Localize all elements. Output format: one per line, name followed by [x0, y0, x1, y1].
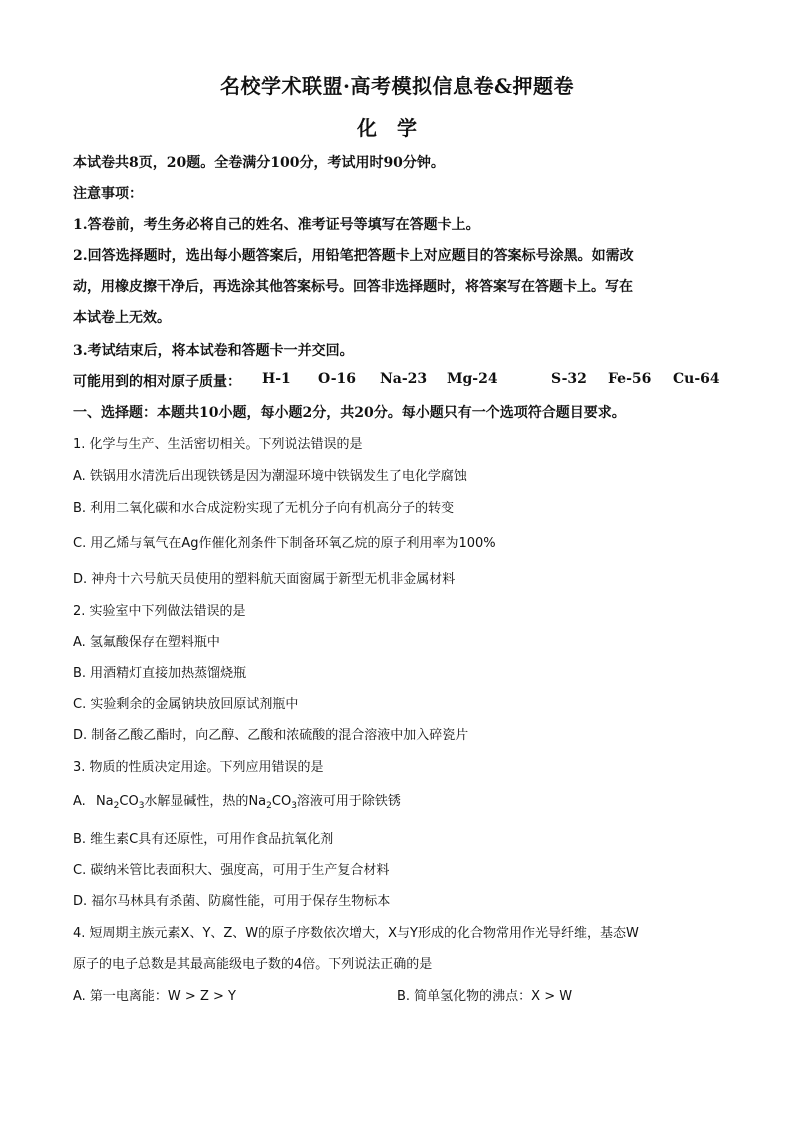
note-2-line-3: 本试卷上无效。 — [73, 310, 171, 326]
question-3-option-d: D. 福尔马林具有杀菌、防腐性能，可用于保存生物标本 — [73, 894, 391, 909]
note-3: 3.考试结束后，将本试卷和答题卡一并交回。 — [73, 343, 354, 359]
atomic-mass-item: S-32 — [551, 371, 587, 387]
chemical-formula — [248, 794, 296, 809]
question-2-stem: 2. 实验室中下列做法错误的是 — [73, 604, 246, 619]
question-1-stem: 1. 化学与生产、生活密切相关。下列说法错误的是 — [73, 437, 363, 452]
question-3-option-a — [73, 790, 401, 811]
question-4-stem-line-2: 原子的电子总数是其最高能级电子数的4倍。下列说法正确的是 — [73, 957, 433, 972]
question-2-option-d: D. 制备乙酸乙酯时，向乙醇、乙酸和浓硫酸的混合溶液中加入碎瓷片 — [73, 728, 469, 743]
question-1-option-c: C. 用乙烯与氧气在Ag作催化剂条件下制备环氧乙烷的原子利用率为100% — [73, 536, 496, 551]
question-1-option-a: A. 铁锅用水清洗后出现铁锈是因为潮湿环境中铁锅发生了电化学腐蚀 — [73, 469, 467, 484]
option-text: 水解显碱性，热的 — [144, 794, 249, 809]
formula-part: Na — [248, 794, 267, 809]
note-1: 1.答卷前，考生务必将自己的姓名、准考证号等填写在答题卡上。 — [73, 217, 480, 233]
section-heading: 一、选择题：本题共10小题，每小题2分，共20分。每小题只有一个选项符合题目要求。 — [73, 405, 626, 421]
option-text: 溶液可用于除铁锈 — [296, 794, 401, 809]
chemical-formula — [96, 794, 144, 809]
atomic-mass-label: 可能用到的相对原子质量： — [73, 374, 241, 390]
question-2-option-b: B. 用酒精灯直接加热蒸馏烧瓶 — [73, 666, 247, 681]
atomic-mass-item: Mg-24 — [447, 371, 498, 387]
formula-subscript: 2 — [266, 801, 272, 811]
note-2-line-1: 2.回答选择题时，选出每小题答案后，用铅笔把答题卡上对应题目的答案标号涂黑。如需改 — [73, 248, 634, 264]
question-1-option-d: D. 神舟十六号航天员使用的塑料航天面窗属于新型无机非金属材料 — [73, 572, 456, 587]
atomic-mass-item: H-1 — [262, 371, 291, 387]
atomic-mass-item: O-16 — [318, 371, 357, 387]
subject-title: 化学 — [357, 116, 437, 140]
formula-subscript: 3 — [291, 801, 297, 811]
formula-subscript: 2 — [113, 801, 120, 811]
question-4-option-a: A. 第一电离能：W > Z > Y — [73, 989, 236, 1004]
question-3-stem: 3. 物质的性质决定用途。下列应用错误的是 — [73, 760, 324, 775]
atomic-mass-item: Cu-64 — [673, 371, 720, 387]
formula-part: CO — [271, 794, 292, 809]
formula-part: Na — [95, 794, 114, 809]
formula-part: CO — [119, 794, 139, 809]
atomic-mass-item: Fe-56 — [608, 371, 652, 387]
option-letter: A. — [73, 794, 86, 809]
page-title: 名校学术联盟·高考模拟信息卷&押题卷 — [219, 74, 575, 98]
note-2-line-2: 动，用橡皮擦干净后，再选涂其他答案标号。回答非选择题时，将答案写在答题卡上。写在 — [73, 279, 633, 295]
atomic-mass-item: Na-23 — [380, 371, 428, 387]
question-2-option-c: C. 实验剩余的金属钠块放回原试剂瓶中 — [73, 697, 299, 712]
notes-title: 注意事项： — [73, 186, 143, 202]
question-2-option-a: A. 氢氟酸保存在塑料瓶中 — [73, 635, 220, 650]
question-1-option-b: B. 利用二氧化碳和水合成淀粉实现了无机分子向有机高分子的转变 — [73, 501, 455, 516]
question-4-option-b: B. 简单氢化物的沸点：X > W — [397, 989, 573, 1004]
question-3-option-c: C. 碳纳米管比表面积大、强度高，可用于生产复合材料 — [73, 863, 390, 878]
question-4-stem-line-1: 4. 短周期主族元素X、Y、Z、W的原子序数依次增大，X与Y形成的化合物常用作光导纤维，基态W — [73, 926, 639, 941]
question-3-option-b: B. 维生素C具有还原性，可用作食品抗氧化剂 — [73, 832, 334, 847]
exam-summary: 本试卷共8页，20题。全卷满分100分，考试用时90分钟。 — [73, 155, 445, 171]
formula-subscript: 3 — [138, 801, 145, 811]
